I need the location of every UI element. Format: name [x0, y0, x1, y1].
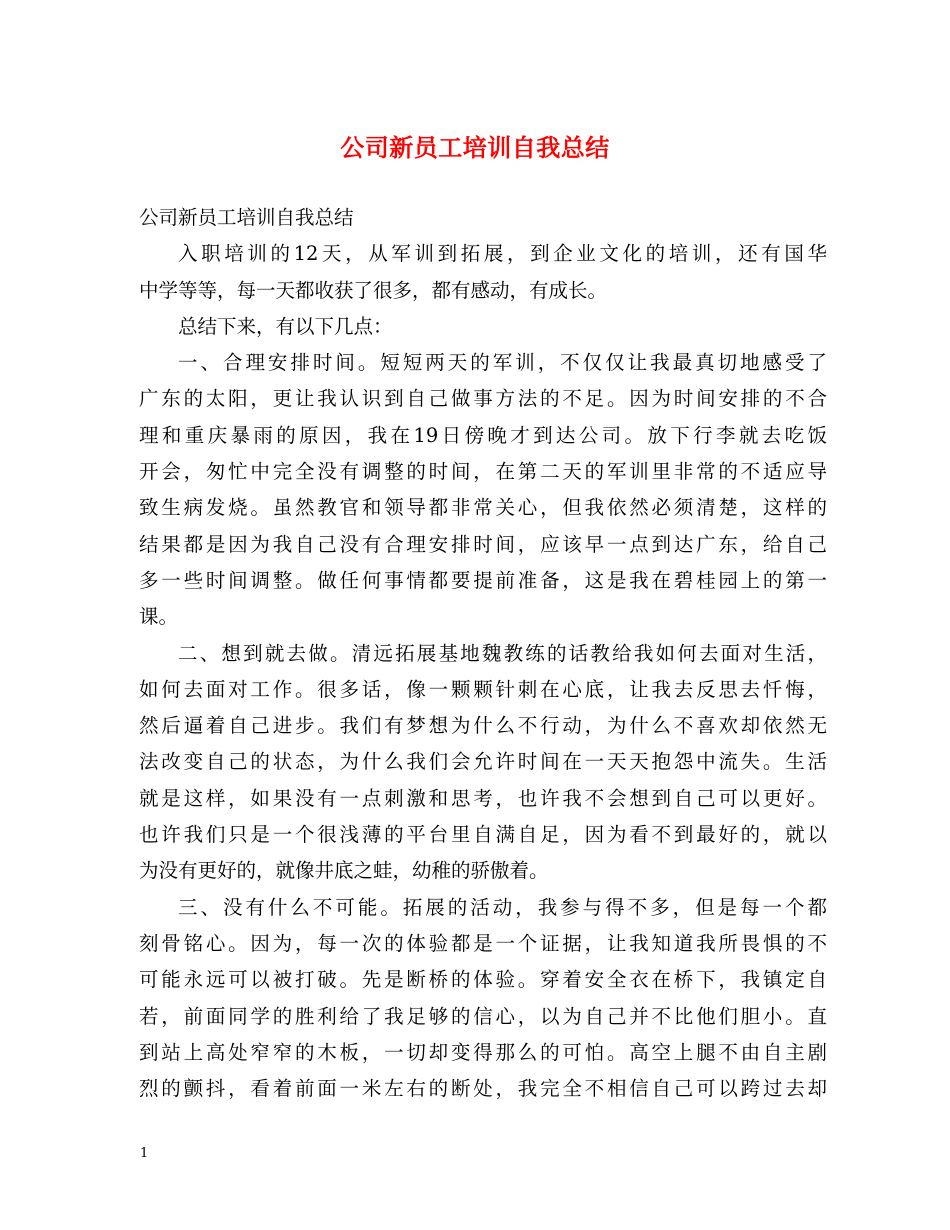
- document-title: 公司新员工培训自我总结: [340, 133, 610, 162]
- text-line: 如何去面对工作。很多话，像一颗颗针刺在心底，让我去反思去忏悔，: [139, 677, 827, 701]
- text-line: 三、没有什么不可能。拓展的活动，我参与得不多，但是每一个都: [178, 895, 827, 919]
- text-line: 若，前面同学的胜利给了我足够的信心，以为自己并不比他们胆小。直: [139, 1004, 827, 1028]
- text-line: 就是这样，如果没有一点刺激和思考，也许我不会想到自己可以更好。: [139, 786, 827, 810]
- text-line: 课。: [139, 605, 179, 629]
- text-line: 烈的颤抖，看着前面一米左右的断处，我完全不相信自己可以跨过去却: [139, 1077, 827, 1101]
- text-line: 广东的太阳，更让我认识到自己做事方法的不足。因为时间安排的不合: [139, 387, 827, 411]
- text-line: 然后逼着自己进步。我们有梦想为什么不行动，为什么不喜欢却依然无: [139, 714, 827, 738]
- text-line: 到站上高处窄窄的木板，一切却变得那么的可怕。高空上腿不由自主剧: [139, 1040, 827, 1064]
- text-line: 为没有更好的，就像井底之蛙，幼稚的骄傲着。: [139, 859, 549, 883]
- text-line: 可能永远可以被打破。先是断桥的体验。穿着安全衣在桥下，我镇定自: [139, 968, 827, 992]
- text-line: 刻骨铭心。因为，每一次的体验都是一个证据，让我知道我所畏惧的不: [139, 931, 827, 955]
- text-line: 开会，匆忙中完全没有调整的时间，在第二天的军训里非常的不适应导: [139, 460, 827, 484]
- document-body: [139, 200, 827, 1107]
- text-line: 理和重庆暴雨的原因，我在19日傍晚才到达公司。放下行李就去吃饭: [139, 423, 827, 447]
- text-line: 致生病发烧。虽然教官和领导都非常关心，但我依然必须清楚，这样的: [139, 496, 827, 520]
- text-line: 结果都是因为我自己没有合理安排时间，应该早一点到达广东，给自己: [139, 532, 827, 556]
- text-line: 公司新员工培训自我总结: [139, 206, 354, 229]
- text-line: 中学等等，每一天都收获了很多，都有感动，有成长。: [139, 278, 608, 302]
- text-line: 多一些时间调整。做任何事情都要提前准备，这是我在碧桂园上的第一: [139, 568, 827, 592]
- text-line: 总结下来，有以下几点：: [178, 314, 393, 338]
- page-number: 1: [140, 1146, 149, 1161]
- text-line: 一、合理安排时间。短短两天的军训，不仅仅让我最真切地感受了: [178, 351, 827, 375]
- text-line: 也许我们只是一个很浅薄的平台里自满自足，因为看不到最好的，就以: [139, 823, 827, 847]
- text-line: 二、想到就去做。清远拓展基地魏教练的话教给我如何去面对生活，: [178, 641, 827, 665]
- text-line: 法改变自己的状态，为什么我们会允许时间在一天天抱怨中流失。生活: [139, 750, 827, 774]
- text-line: 入职培训的12天，从军训到拓展，到企业文化的培训，还有国华: [178, 242, 827, 266]
